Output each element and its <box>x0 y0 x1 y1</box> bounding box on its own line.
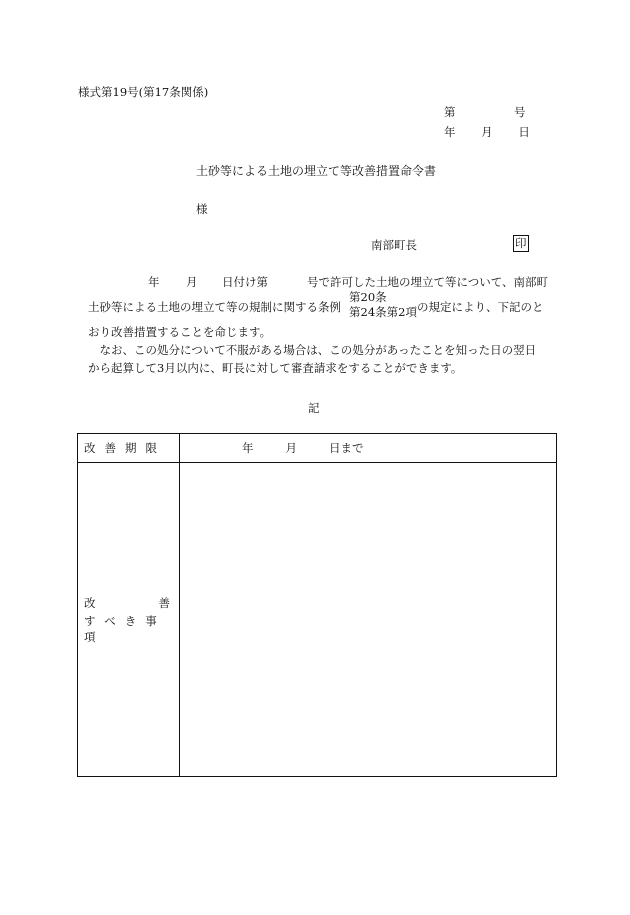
document-number-suffix: 号 <box>514 105 526 119</box>
article-options <box>349 290 417 320</box>
table-row <box>78 463 557 777</box>
deadline-month: 月 <box>285 441 297 455</box>
body-line-4: なお、この処分について不服がある場合は、この処分があったことを知った日の翌日 <box>88 343 537 357</box>
body-line-1 <box>148 274 548 290</box>
body-line-1-rest: 号で許可した土地の埋立て等について、南部町 <box>307 275 549 289</box>
body-line-5: から起算して3月以内に、町長に対して審査請求をすることができます。 <box>88 361 463 375</box>
issue-date <box>444 124 530 140</box>
improvement-table <box>77 433 557 777</box>
label-char-2: 善 <box>158 595 170 610</box>
body-line-3: おり改善措置することを命じます。 <box>88 325 272 339</box>
deadline-year: 年 <box>242 441 254 455</box>
date-day: 日 <box>518 125 530 139</box>
date-year: 年 <box>444 125 456 139</box>
body-line-2-post: の規定により、下記のと <box>417 300 544 314</box>
article-option-2: 第24条第2項 <box>349 305 417 319</box>
document-title: 土砂等による土地の埋立て等改善措置命令書 <box>196 164 437 178</box>
improvement-items-label <box>78 463 180 777</box>
body-line-2-pre: 土砂等による土地の埋立て等の規制に関する条例 <box>88 300 341 314</box>
deadline-until: 日まで <box>329 441 364 455</box>
improvement-deadline-value[interactable] <box>180 434 557 463</box>
seal-mark: 印 <box>515 236 527 250</box>
ki-heading: 記 <box>308 401 320 415</box>
body-year: 年 <box>148 275 160 289</box>
issuer-name: 南部町長 <box>371 238 417 252</box>
table-row <box>78 434 557 463</box>
improvement-deadline-label: 改善期限 <box>78 434 180 463</box>
improvement-items-value[interactable] <box>180 463 557 777</box>
article-option-1: 第20条 <box>349 290 387 304</box>
form-number: 様式第19号(第17条関係) <box>78 85 209 99</box>
body-dated: 日付け第 <box>222 275 268 289</box>
label-line-2: すべき事項 <box>84 613 166 644</box>
date-month: 月 <box>481 125 493 139</box>
label-char-1: 改 <box>84 595 96 610</box>
document-number-label: 第 <box>444 105 456 119</box>
body-month: 月 <box>186 275 198 289</box>
addressee: 様 <box>196 202 208 216</box>
